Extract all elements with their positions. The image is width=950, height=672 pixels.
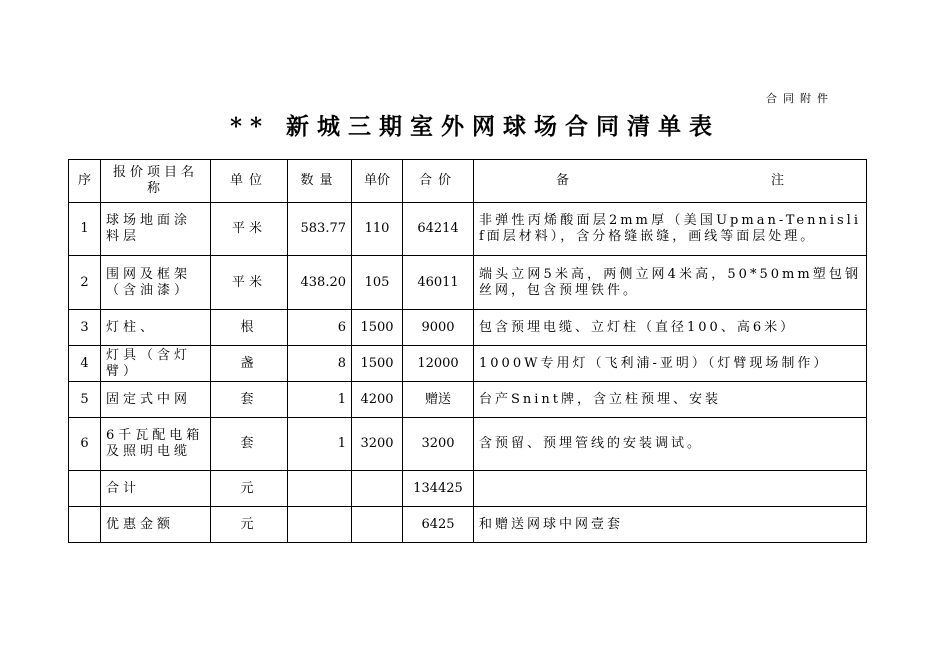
row-unit: 平米: [211, 256, 288, 310]
row-total: 46011: [403, 256, 474, 310]
row-qty: 6: [288, 310, 352, 346]
row-note: 1000W专用灯（飞利浦-亚明）（灯臂现场制作）: [474, 346, 867, 382]
table-row-discount: [69, 507, 867, 543]
column-header-note-a: 备: [555, 173, 569, 188]
row-price: 105: [352, 256, 403, 310]
column-header-note-b: 注: [770, 173, 784, 188]
column-header-note: [474, 160, 867, 203]
row-note: 非弹性丙烯酸面层2mm厚（美国Upman-Tennislif面层材料），含分格缝嵌缝，画线等面层处理。: [474, 203, 867, 256]
row-total: 134425: [403, 471, 474, 507]
row-item: 球场地面涂料层: [101, 203, 211, 256]
row-note: 和赠送网球中网壹套: [474, 507, 867, 543]
row-item: 合计: [101, 471, 211, 507]
attachment-label: 合同附件: [766, 92, 834, 105]
column-header-item: 报价项目名称: [101, 160, 211, 203]
row-index: [69, 471, 101, 507]
row-qty: 1: [288, 382, 352, 418]
table-row: [69, 418, 867, 471]
table-header-row: [69, 160, 867, 203]
table-row: [69, 203, 867, 256]
row-unit: 盏: [211, 346, 288, 382]
row-price: [352, 507, 403, 543]
column-header-price: 单价: [352, 160, 403, 203]
column-header-index: 序: [69, 160, 101, 203]
row-total: 3200: [403, 418, 474, 471]
row-qty: 1: [288, 418, 352, 471]
row-price: 3200: [352, 418, 403, 471]
row-qty: [288, 471, 352, 507]
row-unit: 元: [211, 507, 288, 543]
row-qty: [288, 507, 352, 543]
row-total: 赠送: [403, 382, 474, 418]
row-total: 6425: [403, 507, 474, 543]
row-unit: 根: [211, 310, 288, 346]
row-price: [352, 471, 403, 507]
row-item: 固定式中网: [101, 382, 211, 418]
row-price: 4200: [352, 382, 403, 418]
row-unit: 套: [211, 382, 288, 418]
row-index: 3: [69, 310, 101, 346]
row-price: 1500: [352, 310, 403, 346]
row-qty: 8: [288, 346, 352, 382]
column-header-unit: 单位: [211, 160, 288, 203]
row-qty: 583.77: [288, 203, 352, 256]
row-note: 含预留、预埋管线的安装调试。: [474, 418, 867, 471]
row-total: 12000: [403, 346, 474, 382]
row-total: 9000: [403, 310, 474, 346]
row-index: [69, 507, 101, 543]
row-item: 围网及框架（含油漆）: [101, 256, 211, 310]
row-index: 6: [69, 418, 101, 471]
row-unit: 元: [211, 471, 288, 507]
row-item: 6千瓦配电箱及照明电缆: [101, 418, 211, 471]
row-unit: 套: [211, 418, 288, 471]
row-note: 端头立网5米高，两侧立网4米高，50*50mm塑包钢丝网，包含预埋铁件。: [474, 256, 867, 310]
row-index: 1: [69, 203, 101, 256]
row-index: 4: [69, 346, 101, 382]
contract-table: [68, 159, 867, 543]
table-row-subtotal: [69, 471, 867, 507]
table-row: [69, 256, 867, 310]
table-row: [69, 310, 867, 346]
column-header-qty: 数量: [288, 160, 352, 203]
table-row: [69, 346, 867, 382]
row-item: 灯具（含灯臂）: [101, 346, 211, 382]
row-price: 1500: [352, 346, 403, 382]
row-item: 灯柱、: [101, 310, 211, 346]
row-index: 5: [69, 382, 101, 418]
document-title: ** 新城三期室外网球场合同清单表: [229, 113, 721, 140]
column-header-total: 合价: [403, 160, 474, 203]
row-item: 优惠金额: [101, 507, 211, 543]
table-row: [69, 382, 867, 418]
row-index: 2: [69, 256, 101, 310]
row-price: 110: [352, 203, 403, 256]
row-total: 64214: [403, 203, 474, 256]
row-unit: 平米: [211, 203, 288, 256]
row-note: 包含预埋电缆、立灯柱（直径100、高6米）: [474, 310, 867, 346]
row-note: [474, 471, 867, 507]
row-qty: 438.20: [288, 256, 352, 310]
row-note: 台产Snint牌，含立柱预埋、安装: [474, 382, 867, 418]
